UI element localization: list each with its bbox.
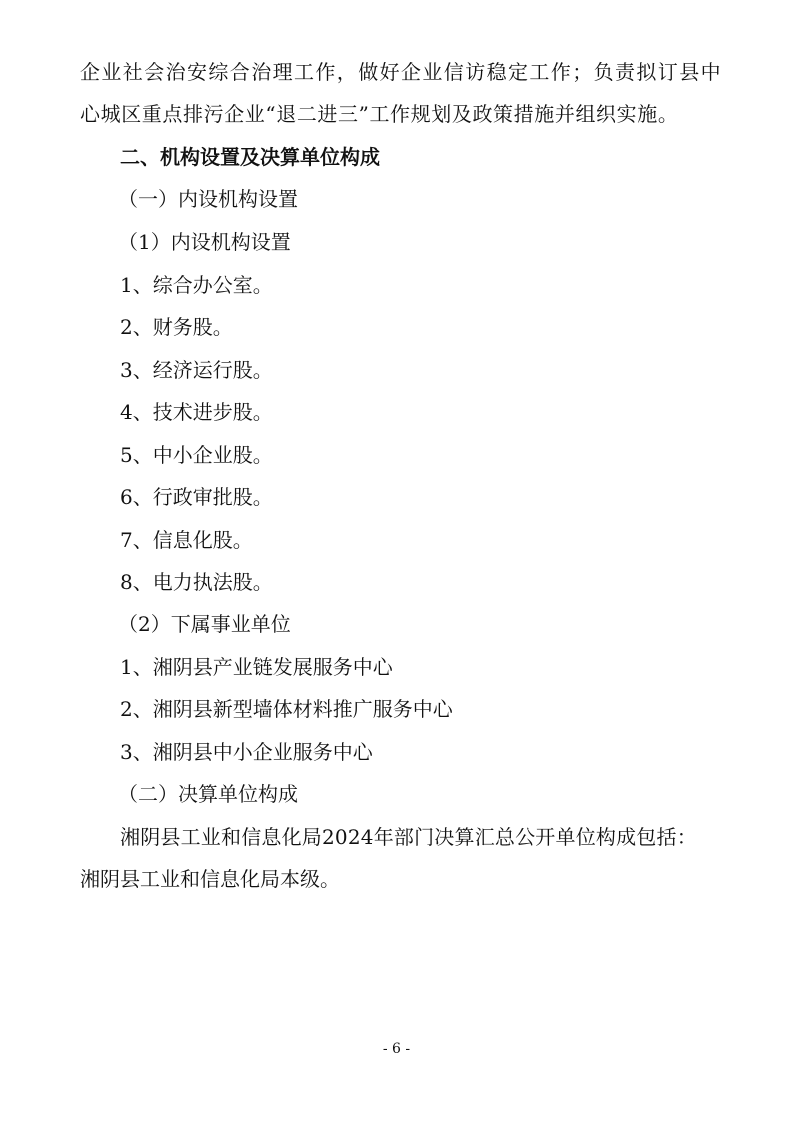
list-item: 7、信息化股。 xyxy=(120,528,253,552)
section-heading: 二、机构设置及决算单位构成 xyxy=(120,145,380,169)
list-item: 6、行政审批股。 xyxy=(120,485,273,509)
list-item: 2、湘阴县新型墙体材料推广服务中心 xyxy=(120,697,453,721)
list-item: 1、湘阴县产业链发展服务中心 xyxy=(120,655,393,679)
paragraph-line: 湘阴县工业和信息化局本级。 xyxy=(80,867,340,891)
list-item: 3、湘阴县中小企业服务中心 xyxy=(120,740,373,764)
list-item: 2、财务股。 xyxy=(120,315,233,339)
paragraph-line: 心城区重点排污企业“退二进三”工作规划及政策措施并组织实施。 xyxy=(80,102,679,126)
list-item: 1、综合办公室。 xyxy=(120,273,273,297)
subsection-heading: （二）决算单位构成 xyxy=(118,782,298,806)
list-item: 3、经济运行股。 xyxy=(120,358,273,382)
list-item: 4、技术进步股。 xyxy=(120,400,273,424)
paragraph-line: 企业社会治安综合治理工作，做好企业信访稳定工作；负责拟订县中 xyxy=(80,60,722,84)
list-item: 5、中小企业股。 xyxy=(120,443,273,467)
list-item: 8、电力执法股。 xyxy=(120,570,273,594)
page-number: - 6 - xyxy=(382,1041,411,1057)
subsection-heading: （2）下属事业单位 xyxy=(118,612,291,636)
subsection-heading: （一）内设机构设置 xyxy=(118,187,298,211)
paragraph-line: 湘阴县工业和信息化局2024年部门决算汇总公开单位构成包括： xyxy=(120,825,697,849)
subsection-heading: （1）内设机构设置 xyxy=(118,230,291,254)
